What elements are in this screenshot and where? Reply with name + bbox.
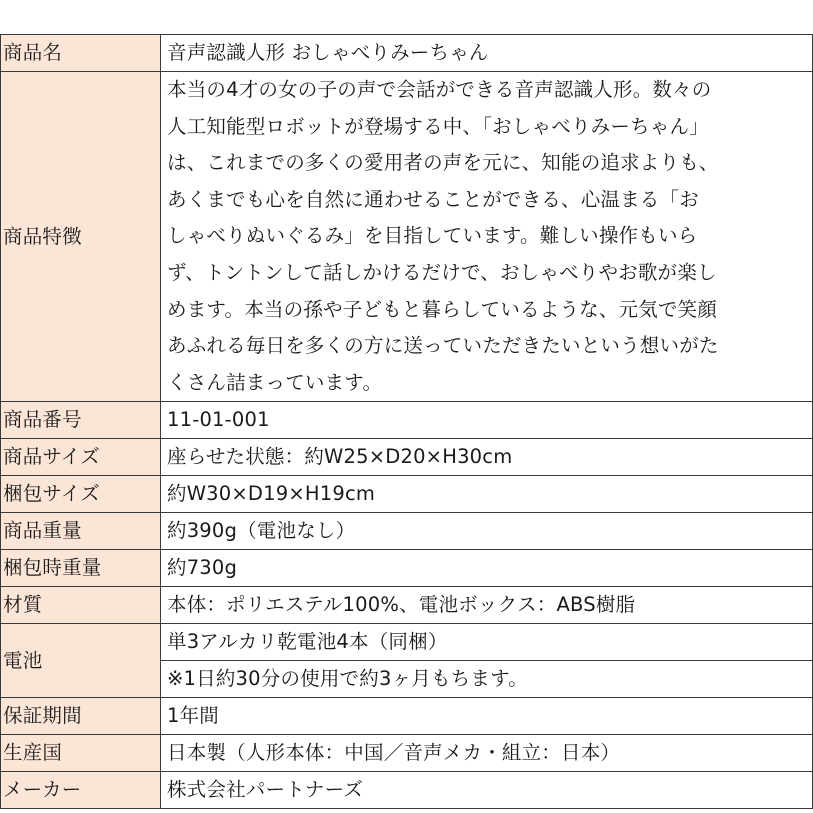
row-origin <box>1 735 813 772</box>
value-features <box>161 72 813 402</box>
features-line: しゃべりぬいぐるみ」を目指しています。難しい操作もいら <box>167 224 698 248</box>
label-features: 商品特徴 <box>1 72 161 402</box>
features-line: めます。本当の孫や子どもと暮らしているような、元気で笑顔 <box>167 297 718 321</box>
value-maker: 株式会社パートナーズ <box>161 772 813 809</box>
value-product-number: 11-01-001 <box>161 402 813 439</box>
row-package-size <box>1 476 813 513</box>
label-package-weight: 梱包時重量 <box>1 550 161 587</box>
value-package-size: 約W30×D19×H19cm <box>161 476 813 513</box>
value-warranty: 1年間 <box>161 698 813 735</box>
label-battery: 電池 <box>1 624 161 698</box>
label-product-name: 商品名 <box>1 35 161 72</box>
battery-note: ※1日約30分の使用で約3ヶ月もちます。 <box>161 660 812 697</box>
value-product-weight: 約390g（電池なし） <box>161 513 813 550</box>
product-spec-table <box>0 34 813 809</box>
features-line: くさん詰まっています。 <box>167 370 383 394</box>
value-package-weight: 約730g <box>161 550 813 587</box>
row-package-weight <box>1 550 813 587</box>
row-product-size <box>1 439 813 476</box>
features-line: あふれる毎日を多くの方に送っていただきたいという想いがた <box>167 334 719 358</box>
features-line: ず、トントンして話しかけるだけで、おしゃべりやお歌が楽し <box>167 260 717 284</box>
label-package-size: 梱包サイズ <box>1 476 161 513</box>
value-product-name: 音声認識人形 おしゃべりみーちゃん <box>161 35 813 72</box>
value-product-size: 座らせた状態：約W25×D20×H30cm <box>161 439 813 476</box>
label-origin: 生産国 <box>1 735 161 772</box>
label-warranty: 保証期間 <box>1 698 161 735</box>
battery-line: 単3アルカリ乾電池4本（同梱） <box>167 630 448 654</box>
value-material: 本体：ポリエステル100%、電池ボックス：ABS樹脂 <box>161 587 813 624</box>
label-product-number: 商品番号 <box>1 402 161 439</box>
label-maker: メーカー <box>1 772 161 809</box>
row-warranty <box>1 698 813 735</box>
features-line: あくまでも心を自然に通わせることができる、心温まる「お <box>167 187 699 211</box>
value-battery <box>161 624 813 698</box>
label-material: 材質 <box>1 587 161 624</box>
label-product-size: 商品サイズ <box>1 439 161 476</box>
features-line: は、これまでの多くの愛用者の声を元に、知能の追求よりも、 <box>167 151 719 175</box>
value-origin: 日本製（人形本体：中国／音声メカ・組立：日本） <box>161 735 813 772</box>
features-line: 人工知能型ロボットが登場する中、「おしゃべりみーちゃん」 <box>167 114 709 138</box>
row-battery <box>1 624 813 698</box>
features-line: 本当の4才の女の子の声で会話ができる音声認識人形。数々の <box>167 78 712 101</box>
row-product-number <box>1 402 813 439</box>
row-product-weight <box>1 513 813 550</box>
row-features <box>1 72 813 402</box>
row-product-name <box>1 35 813 72</box>
label-product-weight: 商品重量 <box>1 513 161 550</box>
row-maker <box>1 772 813 809</box>
row-material <box>1 587 813 624</box>
